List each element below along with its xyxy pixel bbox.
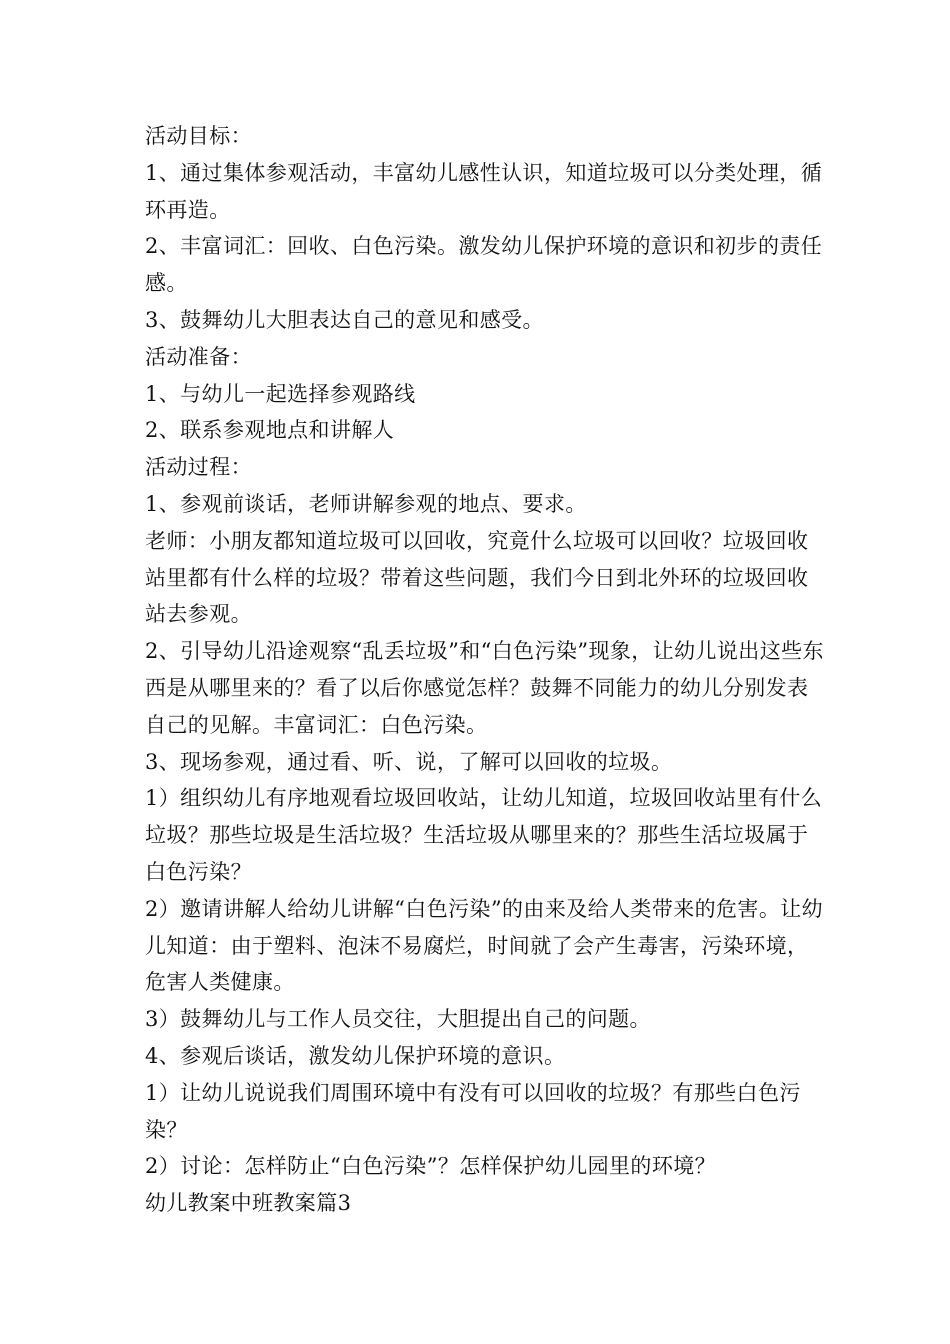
process-substep-3-3: 3）鼓舞幼儿与工作人员交往，大胆提出自己的问题。 [145, 1007, 651, 1032]
process-step-4: 4、参观后谈话，激发幼儿保护环境的意识。 [145, 1043, 566, 1068]
section-heading-goals: 活动目标： [145, 124, 252, 148]
document-body [145, 118, 825, 1222]
process-substep-3-1: 1）组织幼儿有序地观看垃圾回收站，让幼儿知道，垃圾回收站里有什么垃圾？那些垃圾是生活垃圾？生活垃圾从哪里来的？那些生活垃圾属于白色污染？ [145, 786, 823, 884]
next-section-title: 幼儿教案中班教案篇3 [145, 1191, 352, 1216]
preparation-item-2: 2、联系参观地点和讲解人 [145, 418, 395, 443]
goal-item-3: 3、鼓舞幼儿大胆表达自己的意见和感受。 [145, 307, 544, 332]
process-substep-4-1: 1）让幼儿说说我们周围环境中有没有可以回收的垃圾？有那些白色污染？ [145, 1080, 801, 1142]
process-step-3: 3、现场参观，通过看、听、说，了解可以回收的垃圾。 [145, 749, 673, 774]
preparation-item-1: 1、与幼儿一起选择参观路线 [145, 381, 416, 406]
process-substep-4-2: 2）讨论：怎样防止“白色污染”？怎样保护幼儿园里的环境？ [145, 1154, 717, 1179]
goal-item-1: 1、通过集体参观活动，丰富幼儿感性认识，知道垃圾可以分类处理，循环再造。 [145, 160, 823, 222]
process-step-1: 1、参观前谈话，老师讲解参观的地点、要求。 [145, 491, 587, 516]
teacher-dialogue: 老师：小朋友都知道垃圾可以回收，究竟什么垃圾可以回收？垃圾回收站里都有什么样的垃圾？带着这些问题，我们今日到北外环的垃圾回收站去参观。 [145, 528, 809, 627]
section-heading-process: 活动过程： [145, 455, 252, 480]
process-step-2: 2、引导幼儿沿途观察“乱丢垃圾”和“白色污染”现象，让幼儿说出这些东西是从哪里来的？看了以后你感觉怎样？鼓舞不同能力的幼儿分别发表自己的见解。丰富词汇：白色污染。 [145, 639, 824, 737]
process-substep-3-2: 2）邀请讲解人给幼儿讲解“白色污染”的由来及给人类带来的危害。让幼儿知道：由于塑料、泡沫不易腐烂，时间就了会产生毒害，污染环境，危害人类健康。 [145, 896, 824, 995]
goal-item-2: 2、丰富词汇：回收、白色污染。激发幼儿保护环境的意识和初步的责任感。 [145, 234, 823, 296]
section-heading-preparation: 活动准备： [145, 344, 252, 369]
